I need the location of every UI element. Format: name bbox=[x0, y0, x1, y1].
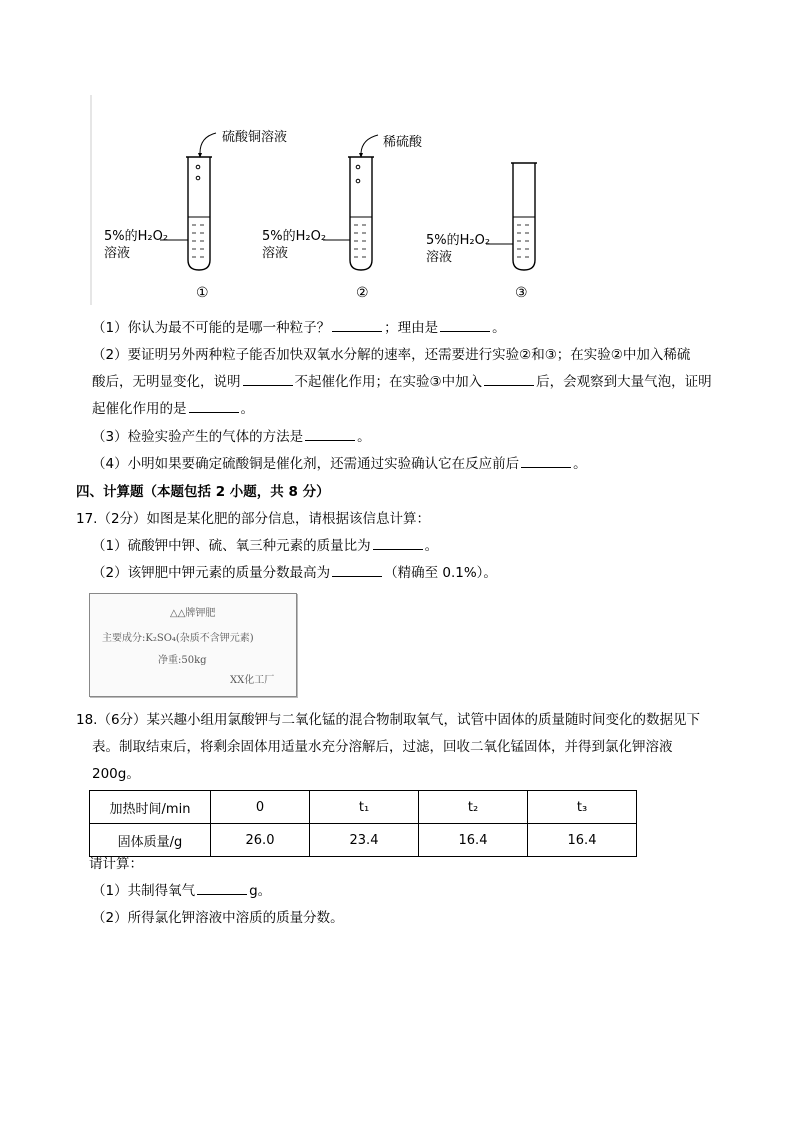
answer-blank[interactable] bbox=[197, 882, 247, 895]
mass-time-table bbox=[89, 790, 637, 857]
label-ingredient: 主要成分:K₂SO₄(杂质不含钾元素) bbox=[102, 633, 254, 644]
q16-part1: （1）你认为最不可能的是哪一种粒子？ ；理由是 。 bbox=[92, 320, 506, 336]
q18-stem-line1: 18.（6分）某兴趣小组用氯酸钾与二氧化锰的混合物制取氧气，试管中固体的质量随时间变化的数据见下 bbox=[76, 712, 701, 728]
answer-blank[interactable] bbox=[332, 564, 382, 577]
tube1-solution-label-line1: 5%的H₂O₂ bbox=[104, 229, 169, 244]
answer-blank[interactable] bbox=[305, 428, 355, 441]
label-factory: XX化工厂 bbox=[230, 675, 275, 686]
table-cell: 0 bbox=[211, 791, 310, 824]
q17-stem: 17.（2分）如图是某化肥的部分信息，请根据该信息计算： bbox=[76, 511, 431, 527]
q17-part2: （2）该钾肥中钾元素的质量分数最高为 （精确至 0.1%）。 bbox=[92, 565, 497, 581]
fertilizer-label-image bbox=[89, 593, 297, 697]
table-cell: t₂ bbox=[419, 791, 528, 824]
q16-part4: （4）小明如果要确定硫酸铜是催化剂，还需通过实验确认它在反应前后 。 bbox=[92, 456, 587, 472]
answer-blank[interactable] bbox=[440, 319, 490, 332]
q16-part2-line1: （2）要证明另外两种粒子能否加快双氧水分解的速率，还需要进行实验②和③；在实验②中加入稀硫 bbox=[92, 347, 691, 363]
q16-part2-line2: 酸后，无明显变化，说明 不起催化作用；在实验③中加入 后，会观察到大量气泡，证明 bbox=[92, 374, 712, 390]
answer-blank[interactable] bbox=[373, 537, 423, 550]
q18-part2: （2）所得氯化钾溶液中溶质的质量分数。 bbox=[92, 910, 344, 926]
q18-calc-prompt: 请计算： bbox=[89, 856, 143, 872]
answer-blank[interactable] bbox=[189, 400, 239, 413]
table-row bbox=[90, 824, 637, 857]
label-net-weight: 净重:50kg bbox=[158, 655, 207, 666]
q18-part1: （1）共制得氧气 g。 bbox=[92, 883, 272, 899]
tube-number-3: ③ bbox=[515, 285, 528, 301]
answer-blank[interactable] bbox=[332, 319, 382, 332]
tube2-solution-label-line2: 溶液 bbox=[262, 246, 289, 261]
test-tube-1 bbox=[160, 133, 216, 270]
tube-number-2: ② bbox=[356, 285, 369, 301]
table-cell: t₃ bbox=[528, 791, 637, 824]
tube1-solution-label-line2: 溶液 bbox=[104, 246, 131, 261]
q18-stem-line3: 200g。 bbox=[92, 766, 140, 782]
label-title: △△牌钾肥 bbox=[170, 608, 216, 619]
table-cell: 26.0 bbox=[211, 824, 310, 857]
answer-blank[interactable] bbox=[243, 373, 293, 386]
table-cell: 固体质量/g bbox=[90, 824, 211, 857]
q18-stem-line2: 表。制取结束后，将剩余固体用适量水充分溶解后，过滤，回收二氧化锰固体，并得到氯化钾溶液 bbox=[92, 739, 673, 755]
table-header-row bbox=[90, 791, 637, 824]
table-cell: 16.4 bbox=[528, 824, 637, 857]
answer-blank[interactable] bbox=[484, 373, 534, 386]
table-cell: 23.4 bbox=[310, 824, 419, 857]
tube2-solution-label-line1: 5%的H₂O₂ bbox=[262, 229, 327, 244]
test-tube-figure bbox=[88, 95, 558, 310]
q16-part3: （3）检验实验产生的气体的方法是 。 bbox=[92, 429, 371, 445]
test-tube-2 bbox=[323, 135, 378, 270]
table-cell: t₁ bbox=[310, 791, 419, 824]
tube3-solution-label-line1: 5%的H₂O₂ bbox=[426, 233, 491, 248]
tube1-reagent-label: 硫酸铜溶液 bbox=[222, 130, 288, 145]
tube3-solution-label-line2: 溶液 bbox=[426, 250, 453, 265]
q16-part2-line3: 起催化作用的是 。 bbox=[92, 401, 254, 417]
section-heading: 四、计算题（本题包括 2 小题，共 8 分） bbox=[76, 484, 330, 500]
tube-number-1: ① bbox=[196, 285, 209, 301]
table-cell: 加热时间/min bbox=[90, 791, 211, 824]
tube2-reagent-label: 稀硫酸 bbox=[383, 135, 423, 150]
answer-blank[interactable] bbox=[521, 455, 571, 468]
q17-part1: （1）硫酸钾中钾、硫、氧三种元素的质量比为 。 bbox=[92, 538, 439, 554]
test-tube-3 bbox=[486, 163, 537, 270]
table-cell: 16.4 bbox=[419, 824, 528, 857]
